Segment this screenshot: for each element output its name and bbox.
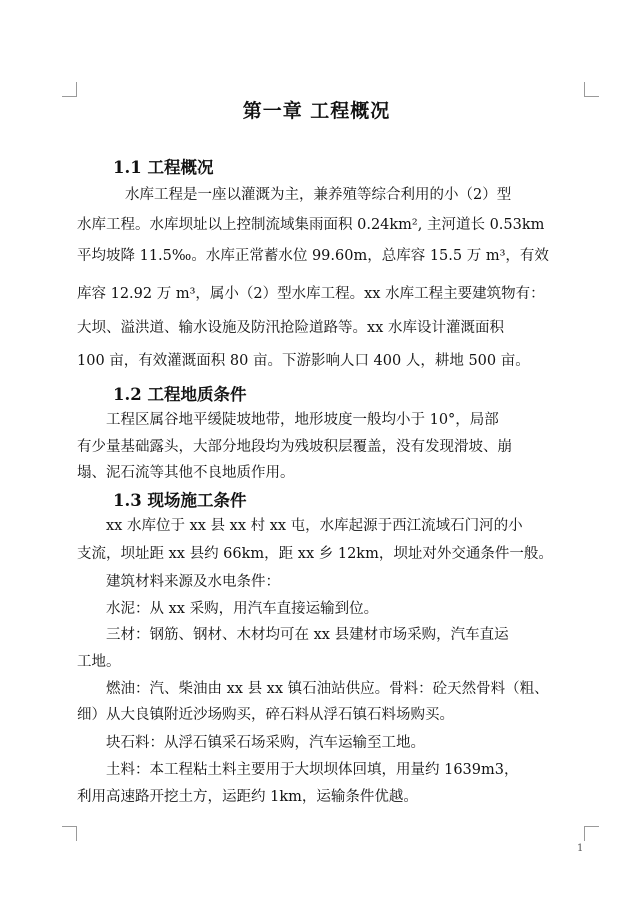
body-line: 水泥：从 xx 采购，用汽车直接运输到位。: [106, 601, 379, 617]
body-line: 土料：本工程粘土料主要用于大坝坝体回填，用量约 1639m3，: [106, 762, 519, 778]
body-line: 塌、泥石流等其他不良地质作用。: [77, 465, 295, 481]
body-line: 100 亩，有效灌溉面积 80 亩。下游影响人口 400 人，耕地 500 亩。: [77, 353, 530, 369]
body-line: 支流，坝址距 xx 县约 66km，距 xx 乡 12km，坝址对外交通条件一般。: [77, 546, 553, 562]
body-line: 燃油：汽、柴油由 xx 县 xx 镇石油站供应。骨料：砼天然骨料（粗、: [106, 681, 549, 697]
section-heading: 1.1 工程概况: [113, 158, 214, 177]
body-line: 平均坡降 11.5‰。水库正常蓄水位 99.60m，总库容 15.5 万 m³，有效: [77, 248, 549, 264]
body-line: xx 水库位于 xx 县 xx 村 xx 屯，水库起源于西江流域石门河的小: [106, 518, 523, 534]
body-line: 水库工程是一座以灌溉为主，兼养殖等综合利用的小（2）型: [125, 187, 512, 203]
body-line: 建筑材料来源及水电条件：: [106, 574, 280, 590]
body-line: 有少量基础露头，大部分地段均为残坡积层覆盖，没有发现滑坡、崩: [77, 439, 512, 455]
body-line: 三材：钢筋、钢材、木材均可在 xx 县建材市场采购，汽车直运: [106, 627, 509, 643]
body-line: 块石料：从浮石镇采石场采购，汽车运输至工地。: [106, 735, 425, 751]
body-line: 细）从大良镇附近沙场购买，碎石料从浮石镇石料场购买。: [77, 707, 454, 723]
body-line: 工地。: [77, 654, 121, 670]
body-line: 利用高速路开挖土方，运距约 1km，运输条件优越。: [77, 789, 418, 805]
margin-corner-top-right: [584, 82, 599, 97]
margin-corner-bottom-right: [584, 826, 599, 841]
body-line: 工程区属谷地平缓陡坡地带，地形坡度一般均小于 10°，局部: [106, 412, 499, 428]
section-heading: 1.3 现场施工条件: [113, 491, 247, 510]
margin-corner-top-left: [62, 82, 77, 97]
margin-corner-bottom-left: [62, 826, 77, 841]
body-line: 水库工程。水库坝址以上控制流域集雨面积 0.24km², 主河道长 0.53km: [77, 217, 545, 233]
page-number: 1: [577, 843, 584, 854]
chapter-title: 第一章 工程概况: [242, 100, 391, 122]
body-line: 库容 12.92 万 m³，属小（2）型水库工程。xx 水库工程主要建筑物有：: [77, 286, 545, 302]
body-line: 大坝、溢洪道、输水设施及防汛抢险道路等。xx 水库设计灌溉面积: [77, 320, 504, 336]
section-heading: 1.2 工程地质条件: [113, 385, 247, 404]
